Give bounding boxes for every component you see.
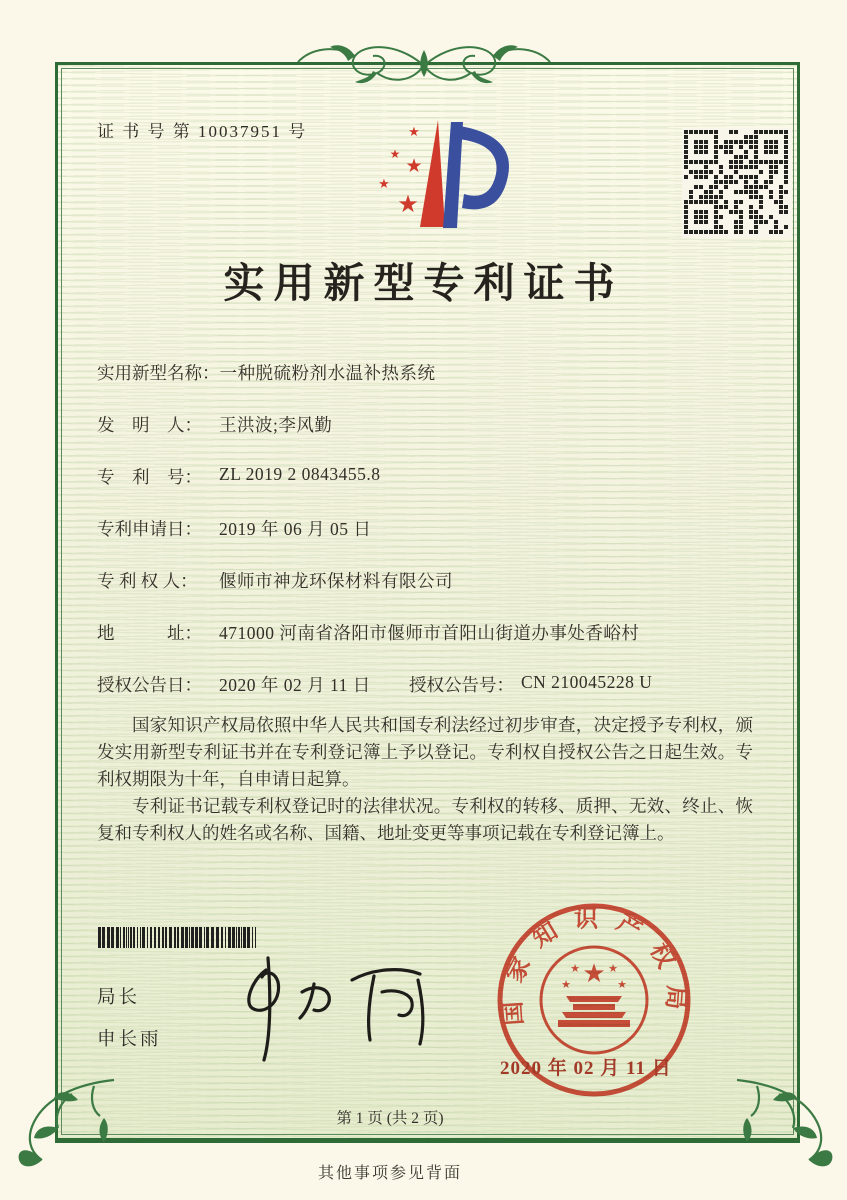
field-label: 发 明 人： xyxy=(97,415,202,435)
svg-text:★: ★ xyxy=(378,177,390,192)
qr-code xyxy=(682,128,792,238)
svg-text:★: ★ xyxy=(608,962,618,975)
field-patentee xyxy=(97,568,757,593)
field-label: 专 利 权 人： xyxy=(97,571,198,591)
grant-date-value: 2020 年 02 月 11 日 xyxy=(219,675,371,695)
svg-text:★: ★ xyxy=(570,962,580,975)
cnipa-patent-logo-icon xyxy=(350,110,510,240)
field-label: 专利申请日： xyxy=(97,519,202,539)
barcode xyxy=(98,927,322,948)
svg-text:★: ★ xyxy=(405,155,423,177)
page-number: 第 1 页 (共 2 页) xyxy=(336,1110,444,1127)
commissioner-name: 申长雨 xyxy=(97,1030,162,1050)
field-value: 王洪波;李风勤 xyxy=(219,415,333,435)
field-value: 偃师市神龙环保材料有限公司 xyxy=(219,571,453,591)
svg-text:★: ★ xyxy=(561,978,571,991)
legal-paragraph-2: 专利证书记载专利权登记时的法律状况。专利权的转移、质押、无效、终止、恢复和专利权人的姓名或名称、国籍、地址变更等事项记载在专利登记簿上。 xyxy=(97,796,753,843)
legal-text-block xyxy=(97,712,753,847)
field-label: 实用新型名称： xyxy=(97,363,220,383)
back-side-note: 其他事项参见背面 xyxy=(317,1165,462,1182)
field-value: ZL 2019 2 0843455.8 xyxy=(219,464,381,484)
seal-date: 2020 年 02 月 11 日 xyxy=(500,1058,672,1079)
field-value: 一种脱硫粉剂水温补热系统 xyxy=(219,363,436,383)
field-utility-model-name xyxy=(97,360,757,385)
shen-changyu-signature-icon xyxy=(222,950,437,1065)
svg-text:★: ★ xyxy=(408,125,420,140)
svg-text:★: ★ xyxy=(389,147,401,161)
svg-text:★: ★ xyxy=(617,978,627,991)
field-grant-row xyxy=(97,672,797,697)
field-patent-number xyxy=(97,464,757,489)
commissioner-title: 局长 xyxy=(97,988,141,1008)
top-flourish-ornament-icon xyxy=(292,34,556,92)
field-value: 2019 年 06 月 05 日 xyxy=(219,519,372,539)
field-label: 地 址： xyxy=(97,623,202,643)
svg-text:★: ★ xyxy=(582,959,606,989)
certificate-number: 证 书 号 第 10037951 号 xyxy=(97,122,308,141)
grant-number-label: 授权公告号： xyxy=(409,675,514,695)
grant-date-label: 授权公告日： xyxy=(97,675,202,695)
field-inventor xyxy=(97,412,757,437)
field-label: 专 利 号： xyxy=(97,467,202,487)
legal-paragraph-1: 国家知识产权局依照中华人民共和国专利法经过初步审查，决定授予专利权，颁发实用新型专利证书并在专利登记簿上予以登记。专利权自授权公告之日起生效。专利权期限为十年，自申请日起算。 xyxy=(97,715,753,789)
grant-number-group xyxy=(409,672,652,697)
certificate-title: 实用新型专利证书 xyxy=(223,260,624,306)
grant-number-value: CN 210045228 U xyxy=(521,672,653,692)
field-value: 471000 河南省洛阳市偃师市首阳山街道办事处香峪村 xyxy=(219,623,640,643)
field-address xyxy=(97,620,757,645)
field-filing-date xyxy=(97,516,757,541)
svg-text:★: ★ xyxy=(397,190,419,218)
seal-text: 国家知识产权局 xyxy=(499,906,689,1027)
